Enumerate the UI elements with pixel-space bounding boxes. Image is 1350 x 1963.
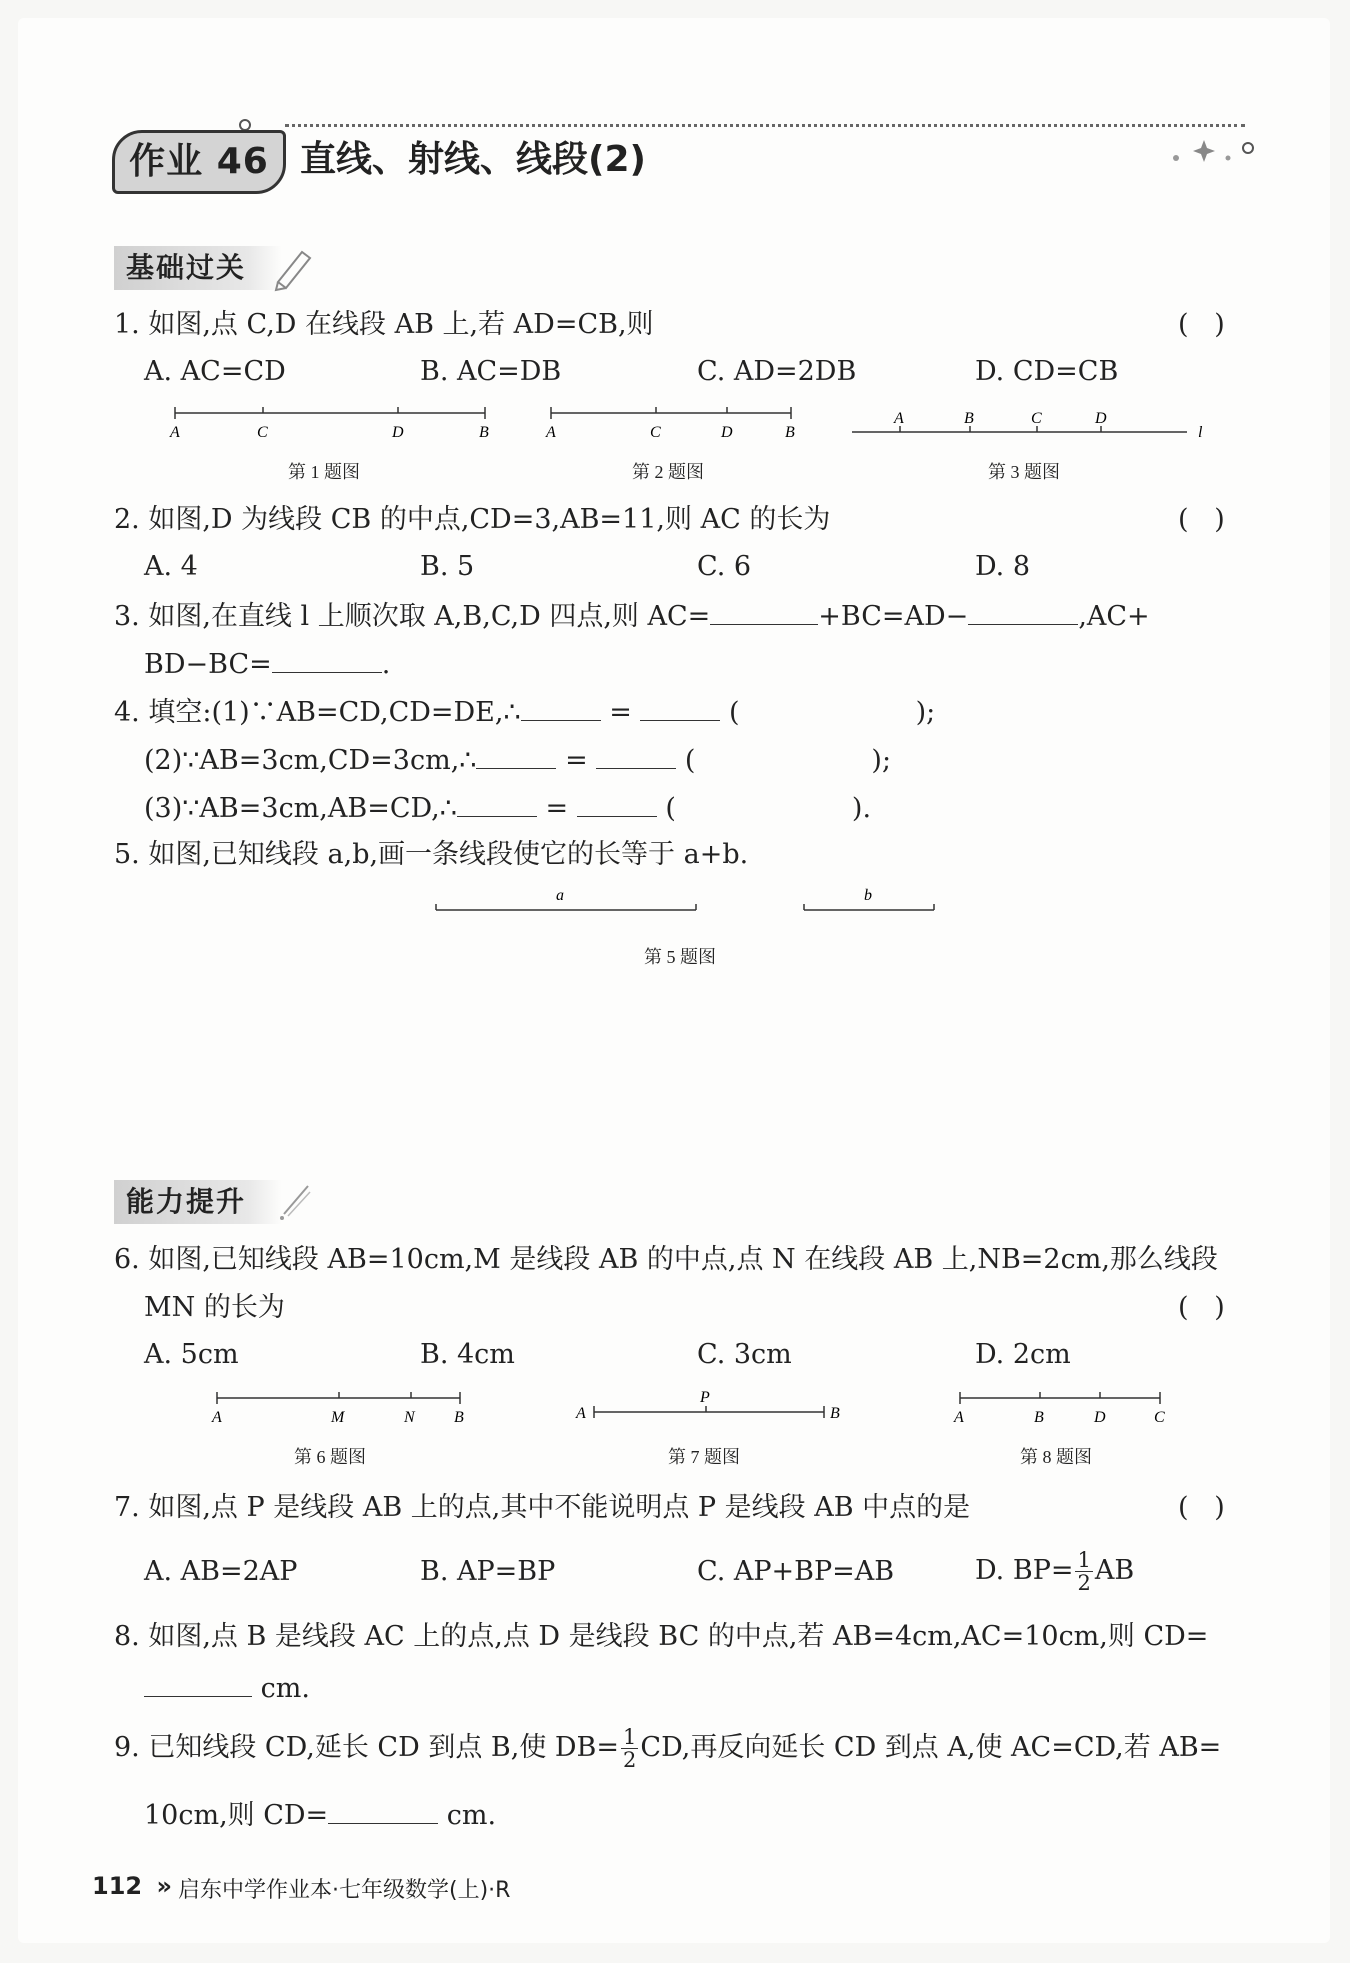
q9-text-c: 10cm,则 CD= bbox=[144, 1800, 329, 1831]
q1-option-b: B. AC=DB bbox=[420, 356, 562, 387]
q2-option-b: B. 5 bbox=[420, 551, 475, 582]
q7-option-c: C. AP+BP=AB bbox=[697, 1556, 895, 1587]
fig5-caption: 第 5 题图 bbox=[644, 947, 716, 967]
q4-line3 bbox=[144, 790, 871, 826]
q9-line2 bbox=[144, 1797, 496, 1833]
fig3-label-b: B bbox=[964, 410, 974, 427]
q6-option-c: C. 3cm bbox=[697, 1339, 792, 1370]
fig1-label-c: C bbox=[257, 424, 268, 441]
q1-option-d: D. CD=CB bbox=[975, 356, 1119, 387]
q3-text-d: BD−BC= bbox=[144, 649, 272, 680]
q2-text: 2. 如图,D 为线段 CB 的中点,CD=3,AB=11,则 AC 的长为 bbox=[114, 504, 831, 535]
q2-option-d: D. 8 bbox=[975, 551, 1031, 582]
fig6-caption: 第 6 题图 bbox=[294, 1447, 366, 1467]
q4-text-2: (2)∵AB=3cm,CD=3cm,∴ bbox=[144, 745, 477, 776]
pencil-icon bbox=[272, 244, 314, 290]
q2-answer-paren: ( ) bbox=[1178, 504, 1225, 535]
fig2-label-b: B bbox=[785, 424, 795, 441]
double-chevron-icon: » bbox=[156, 1872, 172, 1900]
q4-1-open: ( bbox=[729, 697, 740, 728]
fig8-label-c: C bbox=[1154, 1409, 1165, 1426]
q7-option-d bbox=[975, 1546, 1134, 1596]
fig2-label-d: D bbox=[721, 424, 733, 441]
q4-3-eq: = bbox=[545, 793, 569, 824]
fig3-label-c: C bbox=[1031, 410, 1042, 427]
q6-line2: MN 的长为 bbox=[144, 1292, 285, 1323]
q9-text-b: CD,再反向延长 CD 到点 A,使 AC=CD,若 AB= bbox=[640, 1732, 1222, 1763]
footer-book-title: 启东中学作业本·七年级数学(上)·R bbox=[178, 1878, 511, 1903]
q4-3-blank-right[interactable] bbox=[577, 790, 657, 817]
figure-6 bbox=[210, 1388, 470, 1428]
fig8-label-d: D bbox=[1094, 1409, 1106, 1426]
q4-1-eq: = bbox=[609, 697, 632, 728]
fig6-label-a: A bbox=[212, 1409, 222, 1426]
q4-3-blank-left[interactable] bbox=[457, 790, 537, 817]
q2-option-c: C. 6 bbox=[697, 551, 752, 582]
fig7-label-a: A bbox=[576, 1405, 586, 1422]
figure-8 bbox=[952, 1388, 1172, 1428]
fig7-label-p: P bbox=[700, 1389, 710, 1406]
q6-line1: 6. 如图,已知线段 AB=10cm,M 是线段 AB 的中点,点 N 在线段 AB 上,NB=2cm,那么线段 bbox=[114, 1244, 1218, 1275]
q7-frac-den: 2 bbox=[1077, 1571, 1091, 1595]
q8-blank[interactable] bbox=[144, 1670, 252, 1697]
q7-option-b: B. AP=BP bbox=[420, 1556, 556, 1587]
page-number bbox=[92, 1872, 172, 1900]
q9-fraction bbox=[621, 1726, 638, 1771]
q4-3-reason[interactable] bbox=[676, 791, 852, 817]
q2-option-a: A. 4 bbox=[144, 551, 198, 582]
q4-3-close: ). bbox=[851, 793, 872, 824]
fig2-label-a: A bbox=[546, 424, 556, 441]
fig2-label-c: C bbox=[650, 424, 661, 441]
q4-2-blank-left[interactable] bbox=[476, 742, 556, 769]
q3-line1 bbox=[114, 598, 1150, 634]
fig3-label-a: A bbox=[894, 410, 904, 427]
fig1-label-d: D bbox=[392, 424, 404, 441]
q9-frac-den: 2 bbox=[623, 1748, 637, 1772]
q9-frac-num: 1 bbox=[623, 1725, 637, 1749]
q3-text-e: . bbox=[381, 649, 391, 680]
q1-option-a: A. AC=CD bbox=[144, 356, 286, 387]
page-number-value: 112 bbox=[92, 1872, 143, 1900]
q3-blank-3[interactable] bbox=[272, 646, 382, 673]
q4-line2 bbox=[144, 742, 891, 778]
q8-tail: cm. bbox=[260, 1673, 310, 1704]
fig3-label-d: D bbox=[1095, 410, 1107, 427]
homework-badge: 作业 46 bbox=[112, 130, 286, 194]
q7-option-d-fraction bbox=[1075, 1549, 1092, 1594]
q3-text-a: 3. 如图,在直线 l 上顺次取 A,B,C,D 四点,则 AC= bbox=[114, 601, 711, 632]
q4-line1 bbox=[114, 694, 935, 730]
figure-2 bbox=[546, 405, 806, 445]
fig1-label-a: A bbox=[170, 424, 180, 441]
fig8-label-a: A bbox=[954, 1409, 964, 1426]
q3-line2 bbox=[144, 646, 390, 682]
q6-option-b: B. 4cm bbox=[420, 1339, 515, 1370]
q5-text: 5. 如图,已知线段 a,b,画一条线段使它的长等于 a+b. bbox=[114, 839, 749, 870]
q4-1-blank-right[interactable] bbox=[640, 694, 720, 721]
sparkle-decoration-icon bbox=[274, 1178, 314, 1222]
q4-2-open: ( bbox=[684, 745, 696, 776]
q1-answer-paren: ( ) bbox=[1178, 309, 1225, 340]
q4-1-blank-left[interactable] bbox=[521, 694, 601, 721]
figure-1 bbox=[170, 405, 490, 445]
fig8-label-b: B bbox=[1034, 1409, 1044, 1426]
fig6-label-n: N bbox=[404, 1409, 415, 1426]
fig2-caption: 第 2 题图 bbox=[632, 462, 704, 482]
fig5-label-b: b bbox=[864, 887, 872, 904]
figure-7 bbox=[574, 1386, 854, 1426]
fig1-label-b: B bbox=[479, 424, 489, 441]
q4-2-reason[interactable] bbox=[695, 743, 871, 769]
figure-5 bbox=[434, 880, 944, 920]
q1-option-c: C. AD=2DB bbox=[697, 356, 857, 387]
q3-text-b: +BC=AD− bbox=[818, 601, 969, 632]
q9-tail: cm. bbox=[446, 1800, 497, 1831]
page bbox=[18, 18, 1330, 1943]
q7-option-d-tail: AB bbox=[1094, 1555, 1135, 1586]
q9-line1 bbox=[114, 1720, 1221, 1776]
q3-blank-2[interactable] bbox=[968, 598, 1078, 625]
q7-option-d-text: D. BP= bbox=[975, 1555, 1074, 1586]
q4-text-1: 4. 填空:(1)∵AB=CD,CD=DE,∴ bbox=[114, 697, 521, 728]
fig7-label-b: B bbox=[830, 1405, 840, 1422]
fig6-label-b: B bbox=[454, 1409, 464, 1426]
figure-3 bbox=[852, 405, 1212, 445]
header-sparkle-icon bbox=[1168, 134, 1258, 164]
q4-2-blank-right[interactable] bbox=[596, 742, 676, 769]
q7-frac-num: 1 bbox=[1077, 1548, 1091, 1572]
q9-text-a: 9. 已知线段 CD,延长 CD 到点 B,使 DB= bbox=[114, 1732, 620, 1763]
q8-line2 bbox=[144, 1670, 310, 1706]
q7-option-a: A. AB=2AP bbox=[144, 1556, 298, 1587]
q4-1-reason[interactable] bbox=[740, 695, 916, 721]
fig3-label-l: l bbox=[1198, 424, 1203, 441]
fig7-caption: 第 7 题图 bbox=[668, 1447, 740, 1467]
q9-blank[interactable] bbox=[328, 1797, 438, 1824]
fig6-label-m: M bbox=[331, 1409, 345, 1426]
q4-1-close: ); bbox=[915, 697, 936, 728]
q4-3-open: ( bbox=[665, 793, 676, 824]
section-tag-ability: 能力提升 bbox=[114, 1180, 282, 1224]
q8-line1: 8. 如图,点 B 是线段 AC 上的点,点 D 是线段 BC 的中点,若 AB=4cm,AC=10cm,则 CD= bbox=[114, 1621, 1209, 1652]
q4-2-eq: = bbox=[565, 745, 588, 776]
q4-text-3: (3)∵AB=3cm,AB=CD,∴ bbox=[144, 793, 457, 824]
q6-option-a: A. 5cm bbox=[144, 1339, 239, 1370]
q6-option-d: D. 2cm bbox=[975, 1339, 1071, 1370]
header-dotted-line bbox=[285, 124, 1245, 127]
q3-blank-1[interactable] bbox=[710, 598, 818, 625]
fig8-caption: 第 8 题图 bbox=[1020, 1447, 1092, 1467]
page-title: 直线、射线、线段(2) bbox=[300, 139, 646, 180]
q7-answer-paren: ( ) bbox=[1178, 1492, 1225, 1523]
q1-text: 1. 如图,点 C,D 在线段 AB 上,若 AD=CB,则 bbox=[114, 309, 654, 340]
q7-text: 7. 如图,点 P 是线段 AB 上的点,其中不能说明点 P 是线段 AB 中点的是 bbox=[114, 1492, 971, 1523]
q4-2-close: ); bbox=[871, 745, 892, 776]
fig5-label-a: a bbox=[556, 887, 564, 904]
fig1-caption: 第 1 题图 bbox=[288, 462, 360, 482]
q6-answer-paren: ( ) bbox=[1178, 1292, 1225, 1323]
q3-text-c: ,AC+ bbox=[1078, 601, 1150, 632]
section-tag-basic: 基础过关 bbox=[114, 246, 282, 290]
fig3-caption: 第 3 题图 bbox=[988, 462, 1060, 482]
